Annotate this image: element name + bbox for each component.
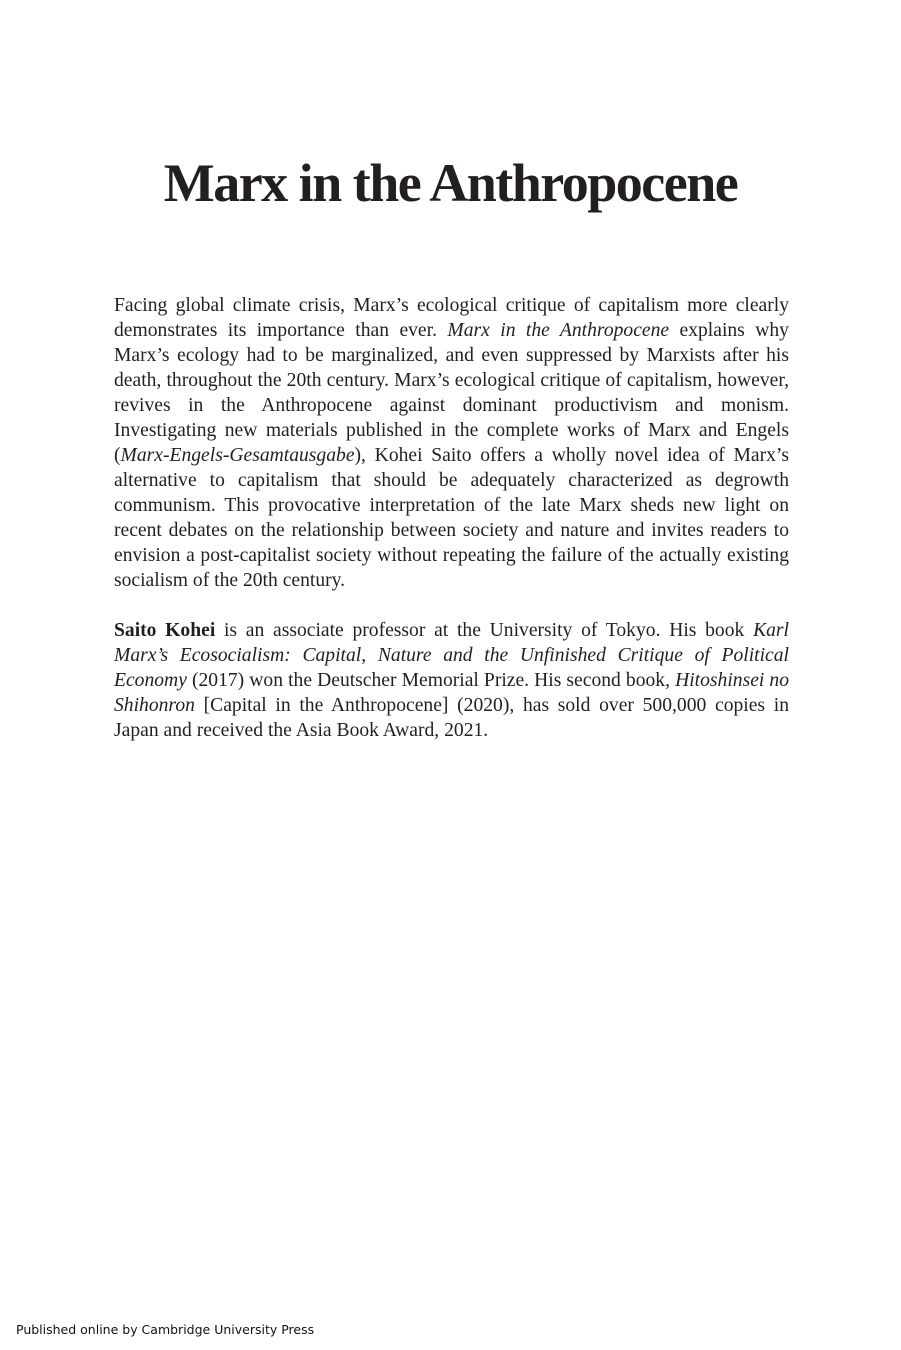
book-description	[114, 293, 789, 593]
description-text: ), Kohei Saito offers a wholly novel idea of Marx’s alternative to capitalism that should be adequately characterized as degrowth communism. This provocative interpretation of the late Marx sheds new light on recent debates on the relationship between society and nature and invites readers to envision a post-capitalist society without repeating the failure of the actually existing socialism of the 20th century.	[114, 445, 789, 591]
bio-text: [Capital in the Anthropocene] (2020), has sold over 500,000 copies in Japan and received the Asia Book Award, 2021.	[114, 695, 789, 741]
author-bio	[114, 618, 789, 743]
publisher-footer: Published online by Cambridge University Press	[16, 1322, 315, 1337]
bio-book-title: Karl Marx’s Ecosocialism: Capital, Nature and the Unfinished Critique of Political Economy	[114, 620, 789, 691]
book-title-italic: Marx in the Anthropocene	[447, 320, 670, 341]
description-text: explains why Marx’s ecology had to be marginalized, and even suppressed by Marxists after his death, throughout the 20th century. Marx’s ecological critique of capitalism, however, revives in the Anthropocene against dominant productivism and monism. Investigating new materials published in the complete works of Marx and Engels (	[114, 320, 789, 466]
description-text: Facing global climate crisis, Marx’s ecological critique of capitalism more clearly demonstrates its importance than ever.	[114, 295, 789, 341]
mega-title-italic: Marx-Engels-Gesamtausgabe	[120, 445, 355, 466]
bio-book-title: Hitoshinsei no Shihonron	[114, 670, 790, 716]
bio-text: (2017) won the Deutscher Memorial Prize. His second book,	[186, 670, 676, 691]
author-name: Saito Kohei	[114, 620, 216, 641]
page-title: Marx in the Anthropocene	[163, 153, 738, 213]
bio-text: is an associate professor at the University of Tokyo. His book	[215, 620, 754, 641]
